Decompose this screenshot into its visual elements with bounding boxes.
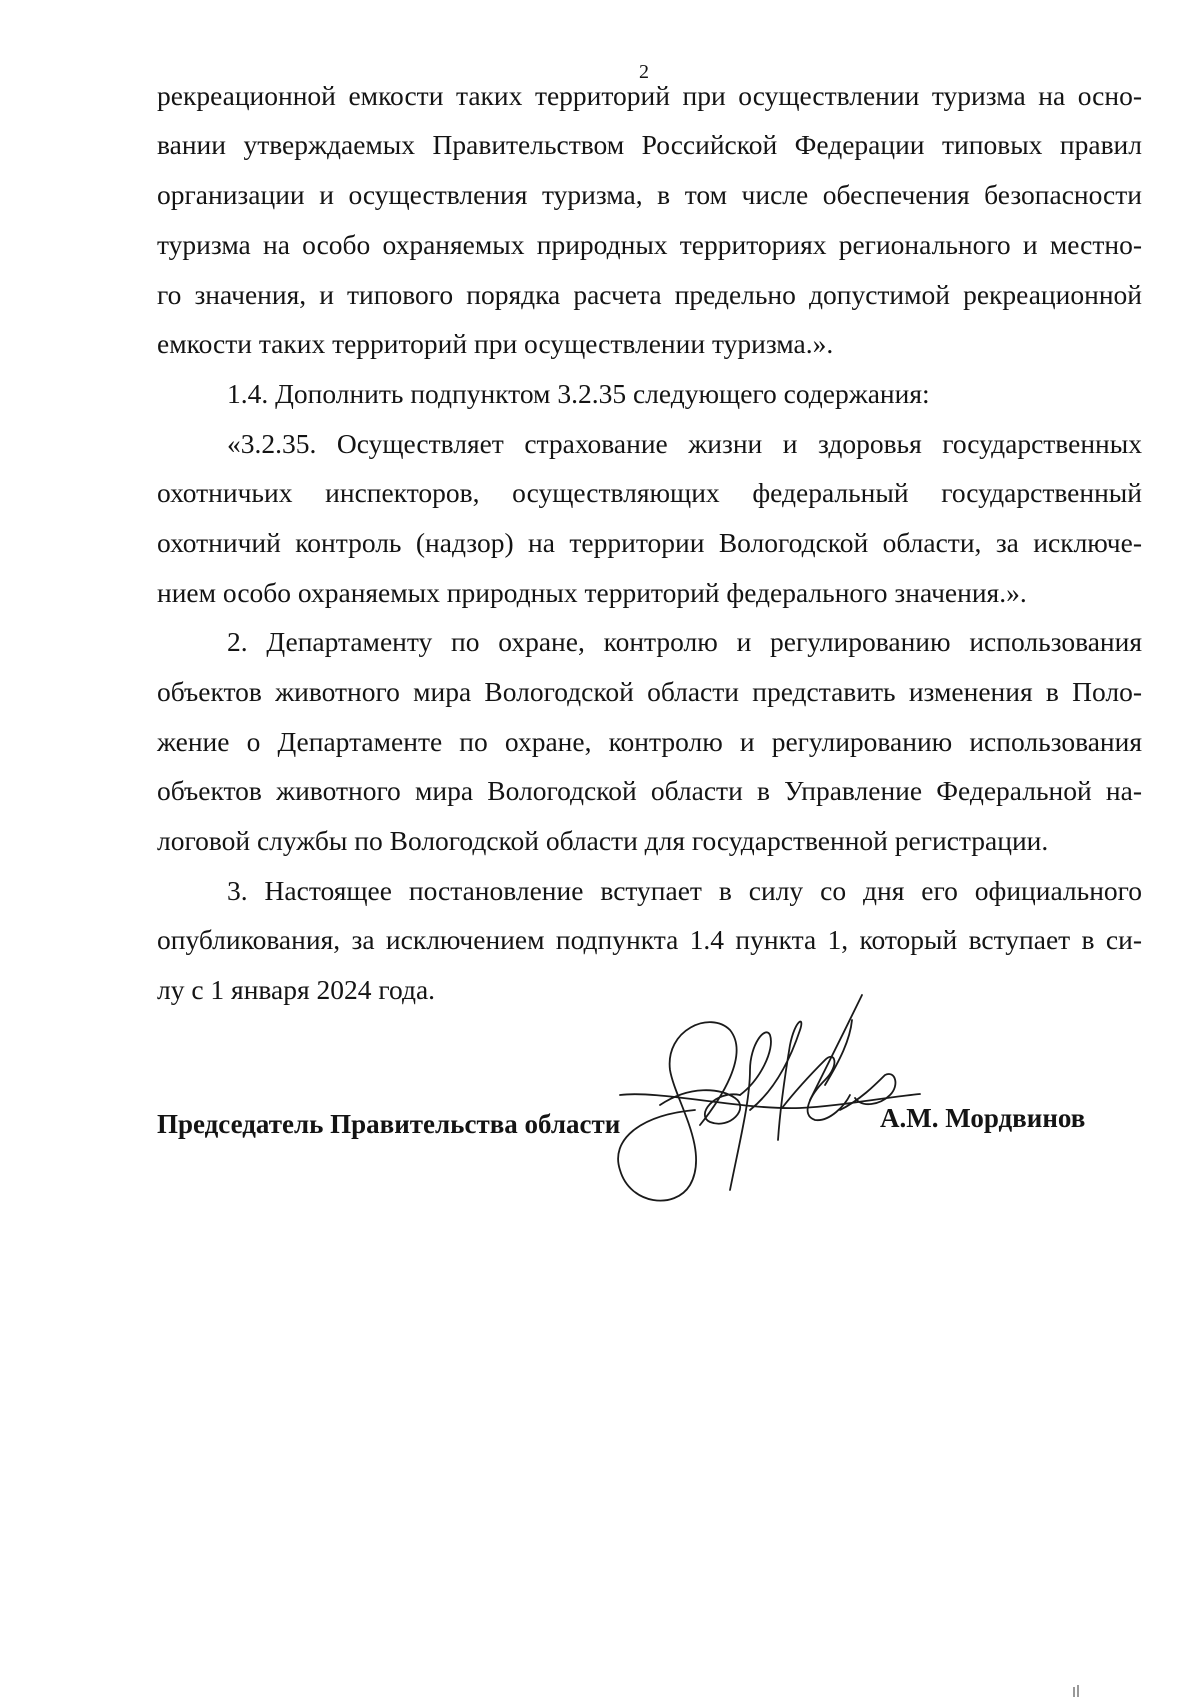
- text-line: охотничий контроль (надзор) на территории Вологодской области, за исключе-: [157, 527, 1142, 558]
- text-line: опубликования, за исключением подпункта 1.4 пункта 1, который вступает в си-: [157, 924, 1142, 955]
- text-line: организации и осуществления туризма, в том числе обеспечения безопасности: [157, 179, 1142, 210]
- text-line: «3.2.35. Осуществляет страхование жизни и здоровья государственных: [227, 428, 1142, 459]
- scan-mark: [1072, 1685, 1082, 1697]
- text-line: 3. Настоящее постановление вступает в силу со дня его официального: [227, 875, 1142, 906]
- signatory-position: Председатель Правительства области: [157, 1109, 621, 1139]
- text-line: объектов животного мира Вологодской области в Управление Федеральной на-: [157, 775, 1142, 806]
- text-line: емкости таких территорий при осуществлении туризма.».: [157, 328, 834, 359]
- text-line: лу с 1 января 2024 года.: [157, 974, 436, 1005]
- text-line: объектов животного мира Вологодской области представить изменения в Поло-: [157, 676, 1142, 707]
- page-number: 2: [639, 61, 649, 83]
- text-line: рекреационной емкости таких территорий при осуществлении туризма на осно-: [157, 80, 1142, 111]
- text-line: 2. Департаменту по охране, контролю и регулированию использования: [227, 626, 1142, 657]
- signatory-name: А.М. Мордвинов: [880, 1103, 1086, 1133]
- text-line: жение о Департаменте по охране, контролю и регулированию использования: [157, 726, 1142, 757]
- text-line: го значения, и типового порядка расчета предельно допустимой рекреационной: [157, 279, 1142, 310]
- text-line: 1.4. Дополнить подпунктом 3.2.35 следующего содержания:: [227, 378, 930, 409]
- text-line: охотничьих инспекторов, осуществляющих федеральный государственный: [157, 477, 1142, 508]
- text-line: нием особо охраняемых природных территорий федерального значения.».: [157, 577, 1027, 608]
- text-line: туризма на особо охраняемых природных территориях регионального и местно-: [157, 229, 1142, 260]
- text-line: вании утверждаемых Правительством Российской Федерации типовых правил: [157, 129, 1142, 160]
- text-line: логовой службы по Вологодской области для государственной регистрации.: [157, 825, 1049, 856]
